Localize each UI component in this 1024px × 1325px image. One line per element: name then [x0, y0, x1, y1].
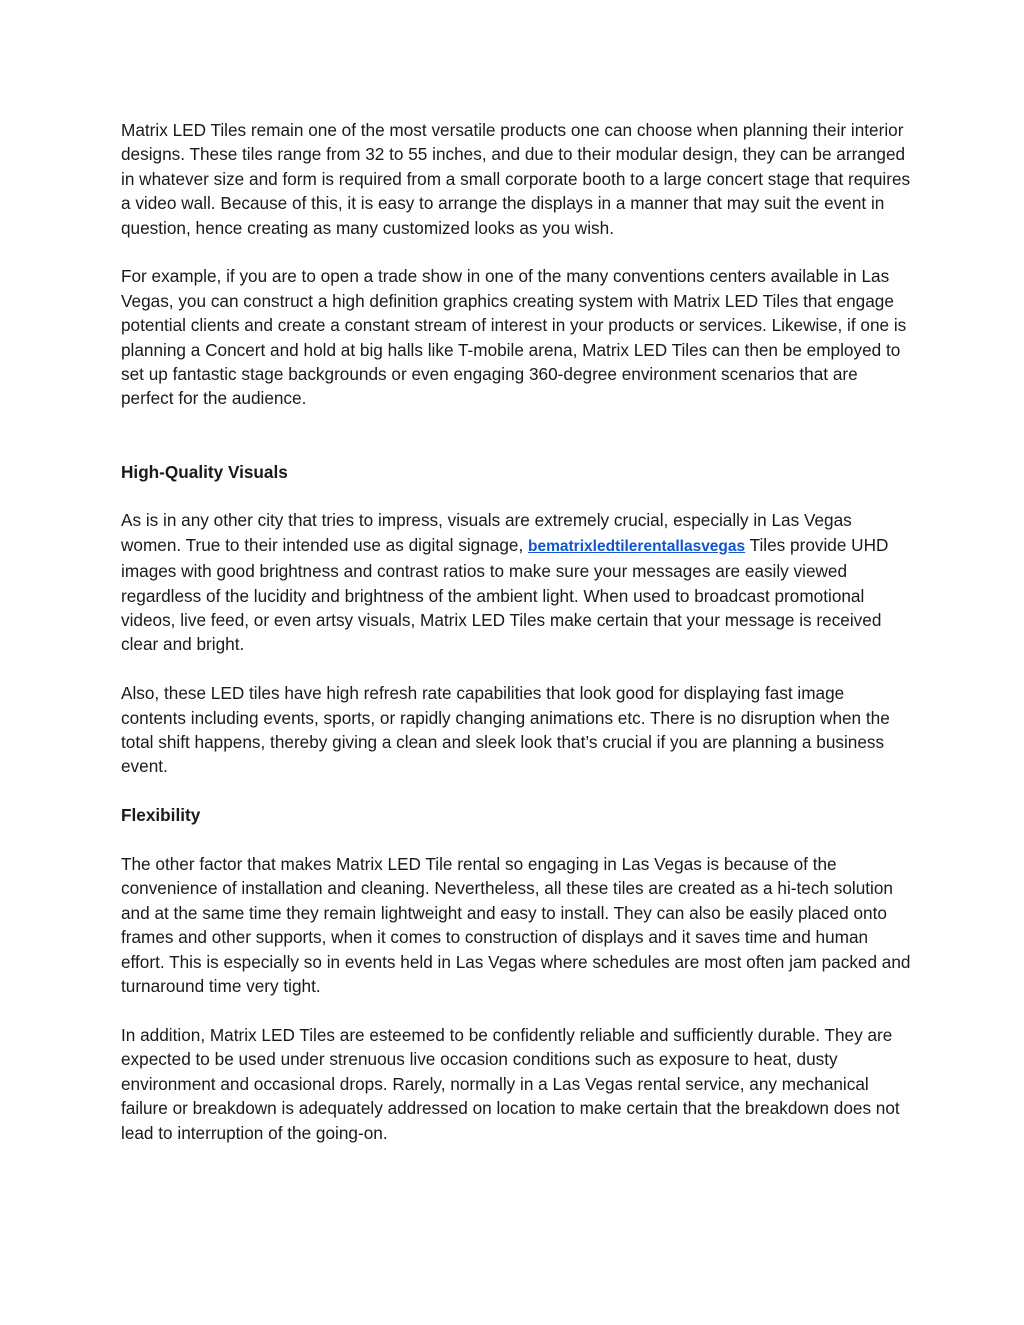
- flexibility-paragraph-1: The other factor that makes Matrix LED Tile rental so engaging in Las Vegas is because of the convenience of installation and cleaning. Nevertheless, all these tiles are created as a hi-tech solution and at the same time they remain lightweight and easy to install. They can also be easily placed onto frames and other supports, when it comes to construction of displays and it saves time and human effort. This is especially so in events held in Las Vegas where schedules are most often jam packed and turnaround time very tight.: [121, 854, 911, 997]
- visuals-text-before-link: As is in any other city that tries to impress, visuals are extremely crucial, especially in Las Vegas women. True to their intended use as digital signage,: [121, 510, 852, 555]
- visuals-paragraph-1: [121, 508, 911, 656]
- visuals-paragraph-2: Also, these LED tiles have high refresh rate capabilities that look good for displaying fast image contents including events, sports, or rapidly changing animations etc. There is no disruption when the total shift happens, thereby giving a clean and sleek look that’s crucial if you are planning a business event.: [121, 683, 890, 777]
- flexibility-paragraph-2: In addition, Matrix LED Tiles are esteemed to be confidently reliable and sufficiently durable. They are expected to be used under strenuous live occasion conditions such as exposure to heat, dusty environment and occasional drops. Rarely, normally in a Las Vegas rental service, any mechanical failure or breakdown is adequately addressed on location to make certain that the breakdown does not lead to interruption of the going-on.: [121, 1024, 900, 1143]
- bematrix-rental-link[interactable]: bematrixledtilerentallasvegas: [528, 537, 746, 555]
- example-paragraph: For example, if you are to open a trade show in one of the many conventions centers available in Las Vegas, you can construct a high definition graphics creating system with Matrix LED Tiles that engage potential clients and create a constant stream of interest in your products or services. Likewise, if one is planning a Concert and hold at big halls like T-mobile arena, Matrix LED Tiles can then be employed to set up fantastic stage backgrounds or even engaging 360-degree environment scenarios that are perfect for the audience.: [121, 266, 907, 409]
- visuals-text-after-link: Tiles provide UHD images with good brightness and contrast ratios to make sure your messages are easily viewed regardless of the lucidity and brightness of the ambient light. When used to broadcast promotional videos, live feed, or even artsy visuals, Matrix LED Tiles make certain that your message is received clear and bright.: [121, 534, 889, 655]
- spacer: [121, 435, 911, 459]
- section-heading-visuals: High-Quality Visuals: [121, 461, 288, 482]
- section-heading-flexibility: Flexibility: [121, 805, 201, 826]
- document-page: [121, 118, 911, 1169]
- intro-paragraph: Matrix LED Tiles remain one of the most versatile products one can choose when planning their interior designs. These tiles range from 32 to 55 inches, and due to their modular design, they can be arranged in whatever size and form is required from a small corporate booth to a large concert stage that requires a video wall. Because of this, it is easy to arrange the displays in a manner that may suit the event in question, hence creating as many customized looks as you wish.: [121, 120, 911, 238]
